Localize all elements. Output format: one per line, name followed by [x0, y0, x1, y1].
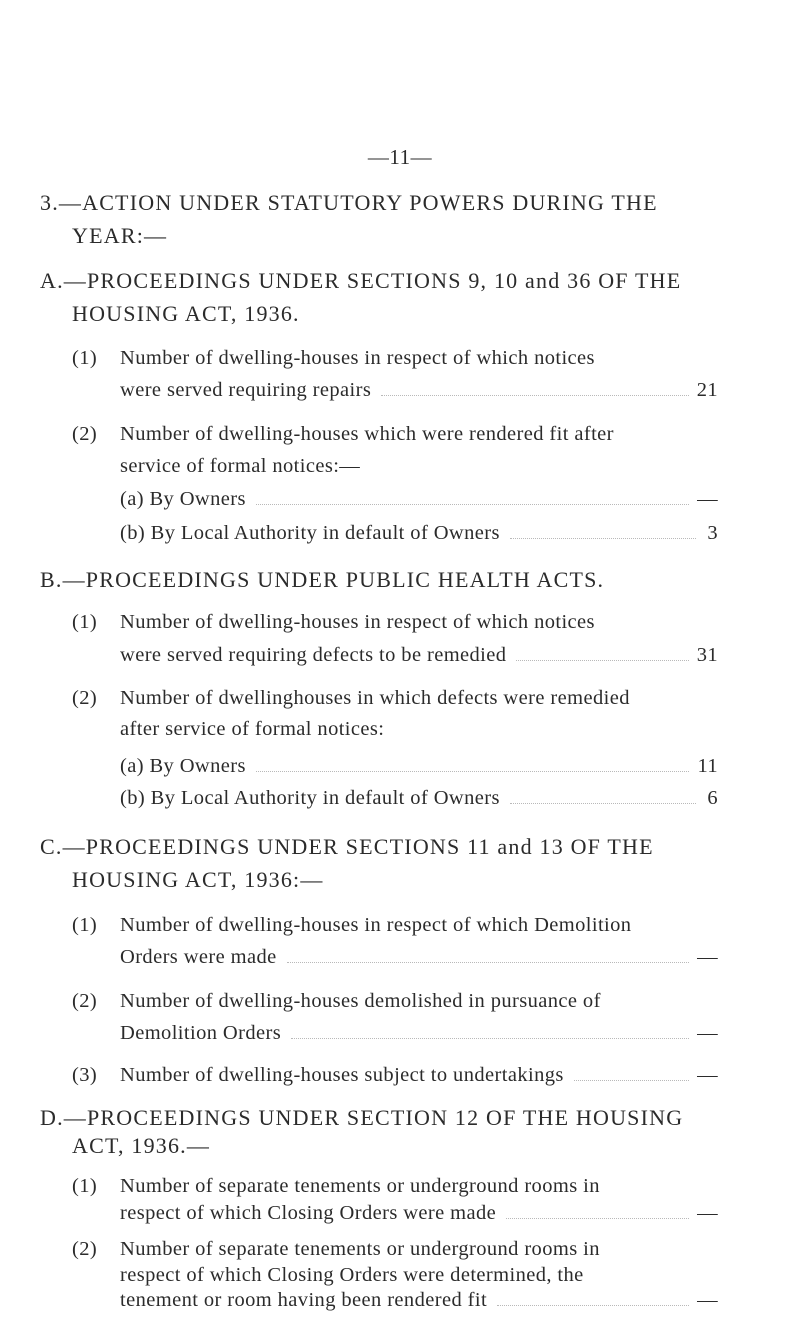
- a-item2-b-value: 3: [707, 522, 718, 544]
- a-item2-line2: service of formal notices:—: [120, 455, 361, 477]
- dot-leader: [574, 1079, 689, 1081]
- a-item2-a-value: —: [697, 488, 718, 510]
- b-item2-b-value: 6: [707, 787, 718, 809]
- dot-leader: [381, 394, 688, 396]
- b-item1-value: 31: [696, 644, 718, 666]
- d-item2-line3-row: [120, 1289, 718, 1312]
- section-3-heading-line2: YEAR:—: [72, 223, 168, 248]
- c-item3-row: [120, 1064, 718, 1087]
- c-item1-number: (1): [72, 914, 98, 936]
- dot-leader: [506, 1217, 689, 1219]
- section-c-heading-line2: HOUSING ACT, 1936:—: [72, 867, 324, 892]
- d-item1-line2: respect of which Closing Orders were made: [120, 1202, 497, 1224]
- c-item1-line1: Number of dwelling-houses in respect of which Demolition: [120, 914, 632, 936]
- c-item2-line1: Number of dwelling-houses demolished in pursuance of: [120, 990, 601, 1012]
- c-item1-line2: Orders were made: [120, 946, 277, 968]
- dot-leader: [291, 1037, 689, 1039]
- b-item2-b-row: [120, 787, 718, 810]
- section-d-heading-line2: ACT, 1936.—: [72, 1133, 211, 1158]
- dot-leader: [510, 802, 696, 804]
- b-item1-line1: Number of dwelling-houses in respect of which notices: [120, 611, 595, 633]
- dot-leader: [497, 1304, 689, 1306]
- b-item2-b-label: (b) By Local Authority in default of Owners: [120, 787, 500, 809]
- b-item2-line1: Number of dwellinghouses in which defects were remedied: [120, 687, 630, 709]
- d-item2-line3: tenement or room having been rendered fit: [120, 1289, 488, 1311]
- b-item1-line2: were served requiring defects to be remedied: [120, 644, 507, 666]
- c-item3-value: —: [697, 1064, 718, 1086]
- a-item1-line1: Number of dwelling-houses in respect of which notices: [120, 347, 595, 369]
- d-item1-number: (1): [72, 1175, 98, 1197]
- section-3-heading-line1: 3.—ACTION UNDER STATUTORY POWERS DURING THE: [40, 190, 658, 215]
- a-item1-line2-row: [120, 379, 718, 402]
- b-item1-line2-row: [120, 644, 718, 667]
- dot-leader: [256, 503, 689, 505]
- b-item2-a-label: (a) By Owners: [120, 755, 246, 777]
- b-item2-a-row: [120, 755, 718, 778]
- a-item2-number: (2): [72, 423, 98, 445]
- section-c-heading-line1: C.—PROCEEDINGS UNDER SECTIONS 11 and 13 OF THE: [40, 834, 654, 859]
- a-item2-a-label: (a) By Owners: [120, 488, 246, 510]
- b-item1-number: (1): [72, 611, 98, 633]
- d-item1-value: —: [697, 1202, 718, 1224]
- d-item2-line1: Number of separate tenements or underground rooms in: [120, 1238, 600, 1260]
- b-item2-line2: after service of formal notices:: [120, 718, 385, 740]
- section-a-heading-line2: HOUSING ACT, 1936.: [72, 301, 300, 326]
- c-item2-number: (2): [72, 990, 98, 1012]
- a-item2-a-row: [120, 488, 718, 511]
- c-item1-line2-row: [120, 946, 718, 969]
- c-item2-value: —: [697, 1022, 718, 1044]
- dot-leader: [256, 770, 690, 772]
- a-item1-value: 21: [696, 379, 718, 401]
- c-item3-number: (3): [72, 1064, 98, 1086]
- d-item2-value: —: [697, 1289, 718, 1311]
- d-item2-number: (2): [72, 1238, 98, 1260]
- section-a-heading-line1: A.—PROCEEDINGS UNDER SECTIONS 9, 10 and 36 OF THE: [40, 268, 682, 293]
- d-item1-line1: Number of separate tenements or underground rooms in: [120, 1175, 600, 1197]
- dot-leader: [510, 537, 696, 539]
- d-item2-line2: respect of which Closing Orders were determined, the: [120, 1264, 584, 1286]
- dot-leader: [516, 659, 688, 661]
- c-item2-line2-row: [120, 1022, 718, 1045]
- c-item1-value: —: [697, 946, 718, 968]
- a-item1-line2: were served requiring repairs: [120, 379, 372, 401]
- a-item2-b-row: [120, 522, 718, 545]
- page-number: —11—: [367, 145, 433, 169]
- section-d-heading-line1: D.—PROCEEDINGS UNDER SECTION 12 OF THE HOUSING: [40, 1105, 684, 1130]
- dot-leader: [287, 961, 689, 963]
- b-item2-number: (2): [72, 687, 98, 709]
- c-item2-line2: Demolition Orders: [120, 1022, 282, 1044]
- d-item1-line2-row: [120, 1202, 718, 1225]
- a-item2-b-label: (b) By Local Authority in default of Owners: [120, 522, 500, 544]
- b-item2-a-value: 11: [697, 755, 718, 777]
- a-item2-line1: Number of dwelling-houses which were rendered fit after: [120, 423, 614, 445]
- a-item1-number: (1): [72, 347, 98, 369]
- c-item3-line1: Number of dwelling-houses subject to undertakings: [120, 1064, 564, 1086]
- section-b-heading: B.—PROCEEDINGS UNDER PUBLIC HEALTH ACTS.: [40, 567, 605, 592]
